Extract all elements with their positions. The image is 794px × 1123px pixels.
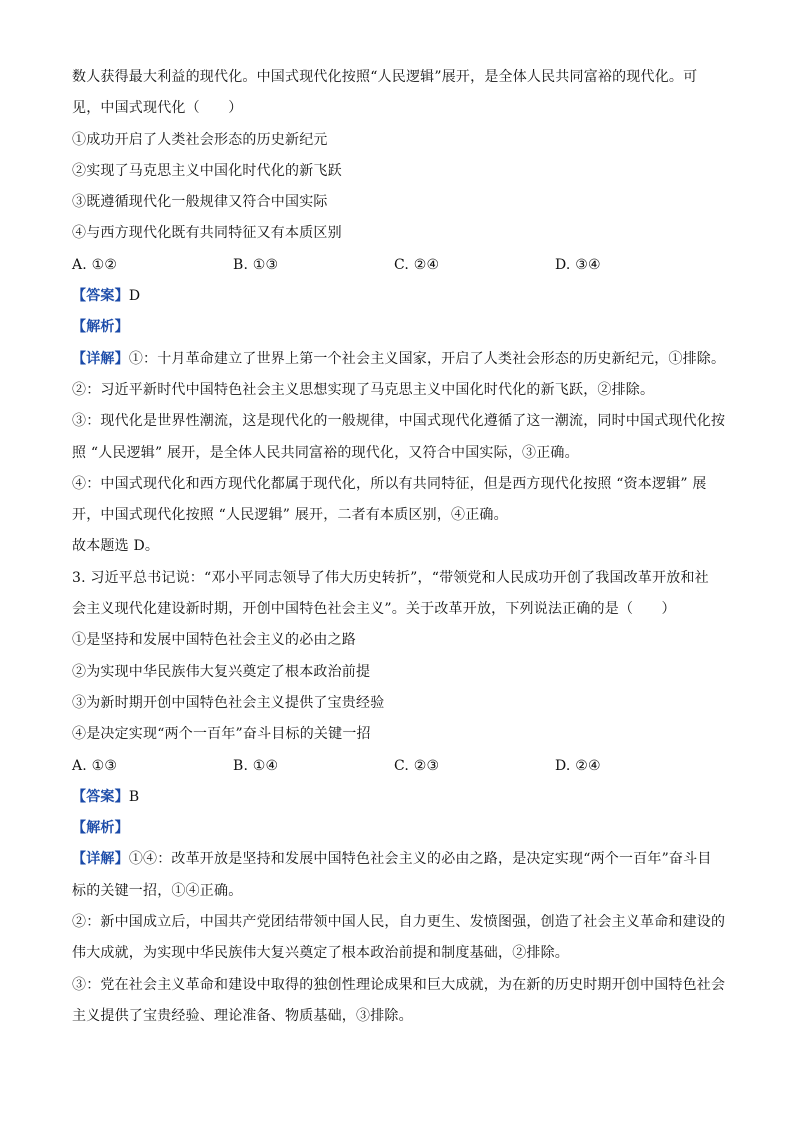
option-b: B. ①④ <box>233 757 279 774</box>
option-d: D. ③④ <box>555 256 601 273</box>
detail-tag: 【详解】 <box>72 851 129 868</box>
answer-value: B <box>128 788 140 805</box>
detail-line: 主义提供了宝贵经验、理论准备、物质基础，③排除。 <box>72 1007 413 1024</box>
option-d: D. ②④ <box>555 757 601 774</box>
answer-tag: 【答案】 <box>72 788 129 805</box>
option-c: C. ②④ <box>394 256 440 273</box>
answer-line <box>72 281 732 312</box>
question-2 <box>72 62 732 563</box>
stem-line: 会主义现代化建设新时期，开创中国特色社会主义”。关于改革开放，下列说法正确的是（ ） <box>72 601 676 618</box>
choice-item: ③既遵循现代化一般规律又符合中国实际 <box>72 194 328 211</box>
detail-text: ①④：改革开放是坚持和发展中国特色社会主义的必由之路，是决定实现“两个一百年”奋斗目 <box>128 851 712 868</box>
detail-line <box>72 344 732 375</box>
option-b: B. ①③ <box>233 256 279 273</box>
answer-value: D <box>128 288 141 305</box>
choice-item: ④与西方现代化既有共同特征又有本质区别 <box>72 225 342 242</box>
choice-item: ④是决定实现“两个一百年”奋斗目标的关键一招 <box>72 726 371 743</box>
option-a: A. ①② <box>72 256 118 273</box>
choice-item: ②实现了马克思主义中国化时代化的新飞跃 <box>72 162 342 179</box>
question-3 <box>72 563 732 1032</box>
detail-line: 照 “人民逻辑” 展开，是全体人民共同富裕的现代化，又符合中国实际，③正确。 <box>72 444 579 461</box>
analysis-tag: 【解析】 <box>72 820 129 837</box>
conclusion-line: 故本题选 D。 <box>72 538 160 555</box>
choice-item: ①成功开启了人类社会形态的历史新纪元 <box>72 131 328 148</box>
analysis-tag: 【解析】 <box>72 319 129 336</box>
document-page <box>72 62 732 1032</box>
answer-options <box>72 250 732 281</box>
answer-tag: 【答案】 <box>72 288 129 305</box>
answer-line <box>72 782 732 813</box>
detail-line: ③：现代化是世界性潮流，这是现代化的一般规律，中国式现代化遵循了这一潮流，同时中国式现代化按 <box>72 413 726 430</box>
answer-options <box>72 751 732 782</box>
choice-item: ①是坚持和发展中国特色社会主义的必由之路 <box>72 632 356 649</box>
detail-tag: 【详解】 <box>72 350 129 367</box>
detail-line: 标的关键一招，①④正确。 <box>72 882 243 899</box>
choice-item: ③为新时期开创中国特色社会主义提供了宝贵经验 <box>72 694 385 711</box>
stem-line: 3. 习近平总书记说：“邓小平同志领导了伟大历史转折”，“带领党和人民成功开创了我国改革开放和社 <box>72 569 709 586</box>
analysis-line <box>72 312 732 343</box>
stem-line: 见，中国式现代化（ ） <box>72 100 243 117</box>
detail-text: ①：十月革命建立了世界上第一个社会主义国家，开启了人类社会形态的历史新纪元，①排除。 <box>128 350 726 367</box>
stem-line: 数人获得最大利益的现代化。中国式现代化按照“人民逻辑”展开，是全体人民共同富裕的现代化。可 <box>72 69 698 85</box>
detail-line: 开，中国式现代化按照 “人民逻辑” 展开，二者有本质区别，④正确。 <box>72 507 508 524</box>
analysis-line <box>72 813 732 844</box>
detail-line: ④：中国式现代化和西方现代化都属于现代化，所以有共同特征，但是西方现代化按照 “资本逻辑” 展 <box>72 475 707 492</box>
choice-item: ②为实现中华民族伟大复兴奠定了根本政治前提 <box>72 663 371 680</box>
detail-line: ②：习近平新时代中国特色社会主义思想实现了马克思主义中国化时代化的新飞跃，②排除。 <box>72 381 655 398</box>
detail-line: 伟大成就，为实现中华民族伟大复兴奠定了根本政治前提和制度基础，②排除。 <box>72 945 569 962</box>
detail-line: ③：党在社会主义革命和建设中取得的独创性理论成果和巨大成就，为在新的历史时期开创中国特色社会 <box>72 976 726 993</box>
option-a: A. ①③ <box>72 757 118 774</box>
detail-line <box>72 844 732 875</box>
detail-line: ②：新中国成立后，中国共产党团结带领中国人民，自力更生、发愤图强，创造了社会主义革命和建设的 <box>72 914 726 931</box>
option-c: C. ②③ <box>394 757 440 774</box>
